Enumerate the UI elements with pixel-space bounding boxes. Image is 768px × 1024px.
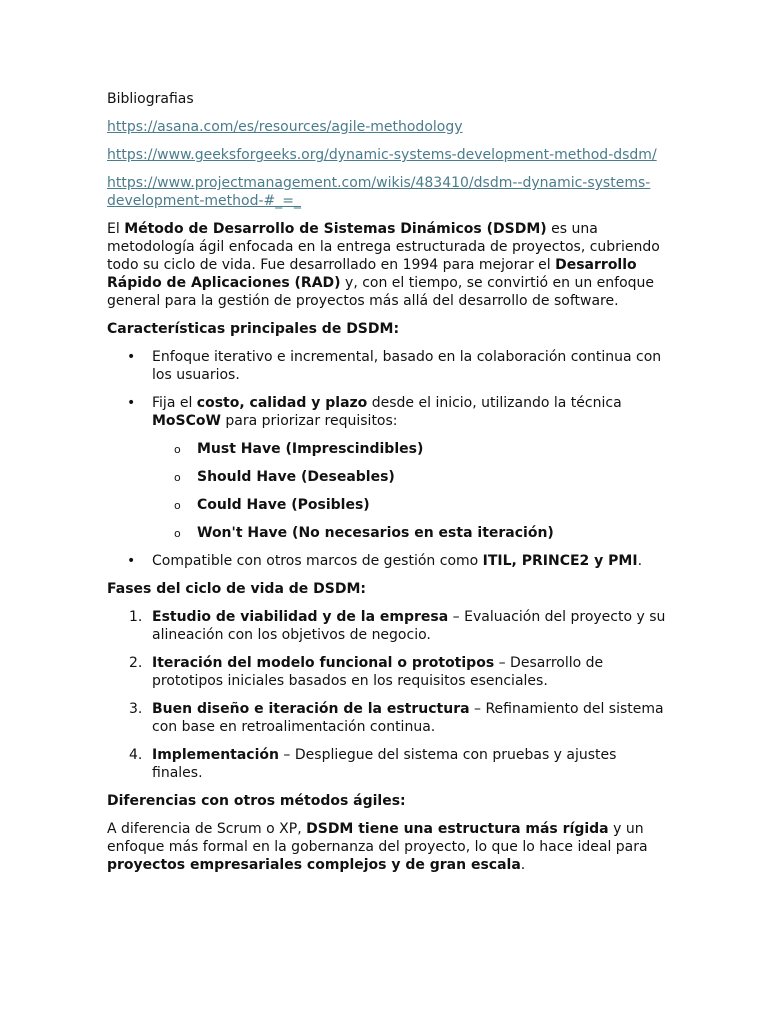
differences-text-3: . xyxy=(520,857,526,873)
phase-name: Iteración del modelo funcional o prototipos xyxy=(152,655,495,671)
phase-description: – Evaluación del proyecto y su alineación con los objetivos de negocio. xyxy=(152,609,666,643)
list-item xyxy=(107,608,667,644)
phase-description: – Desarrollo de prototipos iniciales basados en los requisitos esenciales. xyxy=(152,655,604,689)
characteristic-fixed-bold-moscow: MoSCoW xyxy=(152,413,221,429)
characteristic-compatible-text-1: Compatible con otros marcos de gestión como xyxy=(152,553,483,569)
characteristics-title: Características principales de DSDM: xyxy=(107,321,400,337)
phase-description: – Refinamiento del sistema con base en retroalimentación continua. xyxy=(152,701,664,735)
phase-number: 4. xyxy=(129,747,143,763)
moscow-item-could: o Could Have (Posibles) xyxy=(152,496,667,514)
characteristic-fixed-bold-1: costo, calidad y plazo xyxy=(196,395,368,411)
intro-text-2: es una metodología ágil enfocada en la entrega estructurada de proyectos, cubriendo todo su ciclo de vida. Fue desarrollado en 1994 para mejorar el xyxy=(107,221,660,273)
intro-text-1: El xyxy=(107,221,125,237)
differences-text-1: A diferencia de Scrum o XP, xyxy=(107,821,307,837)
phase-name: Buen diseño e iteración de la estructura xyxy=(152,701,470,717)
phase-description: – Despliegue del sistema con pruebas y ajustes finales. xyxy=(152,747,617,781)
phases-list xyxy=(107,608,667,782)
list-item xyxy=(107,348,667,384)
list-item xyxy=(107,552,667,570)
bibliography-heading: Bibliografias xyxy=(107,91,194,107)
list-item xyxy=(107,700,667,736)
phase-number: 3. xyxy=(129,701,143,717)
intro-paragraph xyxy=(107,220,667,310)
characteristics-list xyxy=(107,348,667,570)
phase-number: 1. xyxy=(129,609,143,625)
characteristic-compatible-bold: ITIL, PRINCE2 y PMI xyxy=(482,553,638,569)
characteristic-fixed-text-3: para priorizar requisitos: xyxy=(220,413,398,429)
moscow-item-should: o Should Have (Deseables) xyxy=(152,468,667,486)
phase-number: 2. xyxy=(129,655,143,671)
characteristic-fixed-text-1: Fija el xyxy=(152,395,197,411)
phases-title: Fases del ciclo de vida de DSDM: xyxy=(107,581,367,597)
moscow-list xyxy=(152,440,667,542)
document-page xyxy=(107,90,667,884)
moscow-item-wont: o Won't Have (No necesarios en esta iteración) xyxy=(152,524,667,542)
differences-bold-2: proyectos empresariales complejos y de gran escala xyxy=(107,857,521,873)
characteristic-iterative: Enfoque iterativo e incremental, basado en la colaboración continua con los usuarios. xyxy=(152,349,662,383)
intro-text-3: y, con el tiempo, se convirtió en un enfoque general para la gestión de proyectos más allá del desarrollo de software. xyxy=(107,275,655,309)
list-item xyxy=(107,746,667,782)
intro-bold-rad: Desarrollo Rápido de Aplicaciones (RAD) xyxy=(107,257,637,291)
list-item xyxy=(107,394,667,542)
differences-paragraph xyxy=(107,820,667,874)
characteristic-compatible-text-2: . xyxy=(637,553,643,569)
bibliography-link-asana[interactable]: https://asana.com/es/resources/agile-methodology xyxy=(107,119,463,135)
bibliography-link-projectmanagement[interactable]: https://www.projectmanagement.com/wikis/483410/dsdm--dynamic-systems-development-method-#_=_ xyxy=(107,175,651,209)
list-item xyxy=(107,654,667,690)
differences-title: Diferencias con otros métodos ágiles: xyxy=(107,793,406,809)
differences-text-2: y un enfoque más formal en la gobernanza del proyecto, lo que lo hace ideal para xyxy=(107,821,648,855)
phase-name: Implementación xyxy=(152,747,279,763)
phase-name: Estudio de viabilidad y de la empresa xyxy=(152,609,449,625)
bibliography-link-geeksforgeeks[interactable]: https://www.geeksforgeeks.org/dynamic-systems-development-method-dsdm/ xyxy=(107,147,657,163)
moscow-item-must: o Must Have (Imprescindibles) xyxy=(152,440,667,458)
characteristic-fixed-text-2: desde el inicio, utilizando la técnica xyxy=(367,395,622,411)
intro-bold-dsdm: Método de Desarrollo de Sistemas Dinámicos (DSDM) xyxy=(124,221,547,237)
differences-bold-1: DSDM tiene una estructura más rígida xyxy=(306,821,609,837)
